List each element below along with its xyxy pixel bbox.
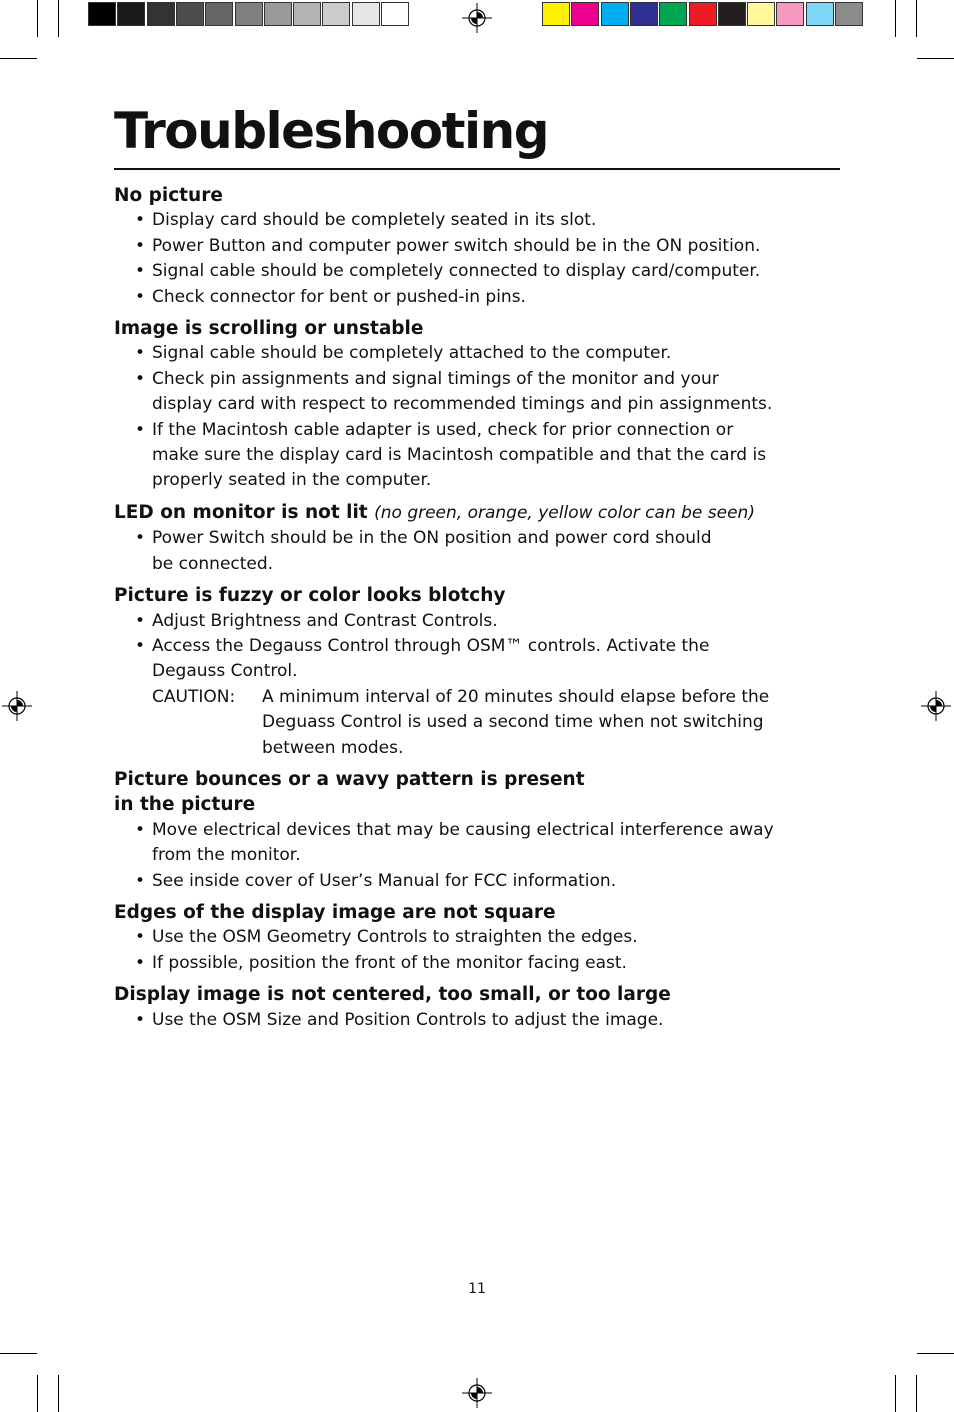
bullet-icon: •	[135, 870, 146, 891]
troubleshooting-content	[114, 183, 814, 1039]
list-item-text: If possible, position the front of the monitor facing east.	[152, 952, 627, 973]
troubleshooting-section	[114, 900, 814, 976]
section-heading	[114, 900, 814, 925]
bullet-icon: •	[135, 286, 146, 307]
section-heading-text: Picture is fuzzy or color looks blotchy	[114, 585, 506, 607]
color-swatch	[659, 2, 687, 26]
list-item-text: Degauss Control.	[152, 661, 298, 682]
crop-mark	[0, 1353, 37, 1354]
caution-text: between modes.	[262, 737, 404, 758]
crop-mark	[916, 0, 917, 37]
list-item-text: If the Macintosh cable adapter is used, check for prior connection or	[152, 419, 734, 440]
bullet-icon: •	[135, 610, 146, 631]
registration-mark-icon	[921, 691, 951, 721]
caution-text: A minimum interval of 20 minutes should elapse before the	[262, 686, 770, 707]
gray-swatch	[147, 2, 175, 26]
bullet-icon: •	[135, 819, 146, 840]
list-item	[114, 285, 814, 310]
bullet-icon: •	[135, 235, 146, 256]
bullet-icon: •	[135, 635, 146, 656]
color-swatch	[718, 2, 746, 26]
section-heading: Picture bounces or a wavy pattern is present	[114, 768, 585, 790]
list-item-text: properly seated in the computer.	[152, 470, 432, 491]
list-item	[114, 341, 814, 366]
crop-mark	[58, 0, 59, 37]
list-item	[114, 951, 814, 976]
gray-swatch	[322, 2, 350, 26]
section-heading-text: No picture	[114, 185, 223, 206]
bullet-icon: •	[135, 1009, 146, 1030]
page-number: 11	[468, 1281, 486, 1297]
troubleshooting-section	[114, 982, 814, 1033]
color-swatch	[571, 2, 599, 26]
list-item	[114, 869, 814, 894]
list-item-text: Use the OSM Size and Position Controls to adjust the image.	[152, 1009, 664, 1030]
section-heading	[114, 316, 814, 341]
title-underline	[114, 168, 840, 170]
section-heading	[114, 183, 814, 208]
gray-swatch	[381, 2, 409, 26]
caution-text: Deguass Control is used a second time when not switching	[262, 712, 764, 733]
list-item-text: make sure the display card is Macintosh compatible and that the card is	[152, 445, 767, 466]
color-swatch	[776, 2, 804, 26]
list-item-text: be connected.	[152, 553, 274, 574]
list-item-text: Signal cable should be completely connected to display card/computer.	[152, 261, 761, 282]
list-item-text: Display card should be completely seated in its slot.	[152, 210, 597, 231]
list-item-text: Check pin assignments and signal timings of the monitor and your	[152, 368, 719, 389]
troubleshooting-section	[114, 767, 814, 894]
section-heading	[114, 982, 814, 1007]
crop-mark	[917, 58, 954, 59]
bullet-icon: •	[135, 210, 146, 231]
list-item-text: from the monitor.	[152, 845, 301, 866]
list-item-text: Power Button and computer power switch should be in the ON position.	[152, 235, 761, 256]
list-item	[114, 234, 814, 259]
bullet-icon: •	[135, 528, 146, 549]
color-swatch	[747, 2, 775, 26]
color-swatch	[689, 2, 717, 26]
crop-mark	[58, 1375, 59, 1412]
list-item-text: Power Switch should be in the ON position and power cord should	[152, 528, 712, 549]
list-item	[114, 418, 814, 494]
list-item-text: display card with respect to recommended timings and pin assignments.	[152, 394, 773, 415]
registration-mark-icon	[462, 1378, 492, 1408]
bullet-icon: •	[135, 419, 146, 440]
section-heading-text: Display image is not centered, too small, or too large	[114, 984, 671, 1006]
section-heading-text: LED on monitor is not lit	[114, 501, 368, 523]
caution-note	[114, 685, 814, 761]
list-item	[114, 1008, 814, 1033]
list-item	[114, 259, 814, 284]
color-swatch	[835, 2, 863, 26]
crop-mark	[0, 58, 37, 59]
gray-swatch	[293, 2, 321, 26]
troubleshooting-section	[114, 183, 814, 310]
bullet-icon: •	[135, 343, 146, 364]
section-heading: in the picture	[114, 794, 256, 816]
bullet-icon: •	[135, 261, 146, 282]
list-item	[114, 526, 814, 577]
gray-swatch	[352, 2, 380, 26]
troubleshooting-section	[114, 316, 814, 494]
list-item-text: Signal cable should be completely attached to the computer.	[152, 343, 672, 364]
section-heading	[114, 500, 814, 526]
crop-mark	[916, 1375, 917, 1412]
list-item	[114, 609, 814, 634]
troubleshooting-section	[114, 500, 814, 577]
list-item-text: Use the OSM Geometry Controls to straighten the edges.	[152, 927, 638, 948]
gray-swatch	[88, 2, 116, 26]
crop-mark	[917, 1353, 954, 1354]
crop-mark	[895, 1375, 896, 1412]
color-swatch	[601, 2, 629, 26]
color-swatch	[542, 2, 570, 26]
page-title: Troubleshooting	[114, 102, 549, 160]
list-item-text: Access the Degauss Control through OSM™ controls. Activate the	[152, 635, 710, 656]
crop-mark	[37, 1375, 38, 1412]
list-item	[114, 208, 814, 233]
gray-swatch	[117, 2, 145, 26]
registration-mark-icon	[2, 691, 32, 721]
color-swatch	[806, 2, 834, 26]
bullet-icon: •	[135, 952, 146, 973]
crop-mark	[37, 0, 38, 37]
gray-swatch	[205, 2, 233, 26]
list-item	[114, 925, 814, 950]
list-item-text: Check connector for bent or pushed-in pins.	[152, 286, 526, 307]
gray-swatch	[264, 2, 292, 26]
list-item	[114, 367, 814, 418]
list-item-text: Adjust Brightness and Contrast Controls.	[152, 610, 498, 631]
list-item-text: Move electrical devices that may be causing electrical interference away	[152, 819, 774, 840]
list-item	[114, 818, 814, 869]
caution-label: CAUTION:	[152, 686, 236, 707]
color-swatch	[630, 2, 658, 26]
troubleshooting-section	[114, 583, 814, 761]
gray-swatch	[235, 2, 263, 26]
gray-swatch	[176, 2, 204, 26]
crop-mark	[895, 0, 896, 37]
bullet-icon: •	[135, 927, 146, 948]
list-item-text: See inside cover of User’s Manual for FCC information.	[152, 870, 617, 891]
bullet-icon: •	[135, 368, 146, 389]
section-heading-text: Image is scrolling or unstable	[114, 318, 424, 340]
section-heading	[114, 583, 814, 608]
section-heading-text: Edges of the display image are not square	[114, 901, 556, 923]
section-heading-note: (no green, orange, yellow color can be seen)	[374, 502, 755, 523]
registration-mark-icon	[462, 3, 492, 33]
list-item	[114, 634, 814, 685]
